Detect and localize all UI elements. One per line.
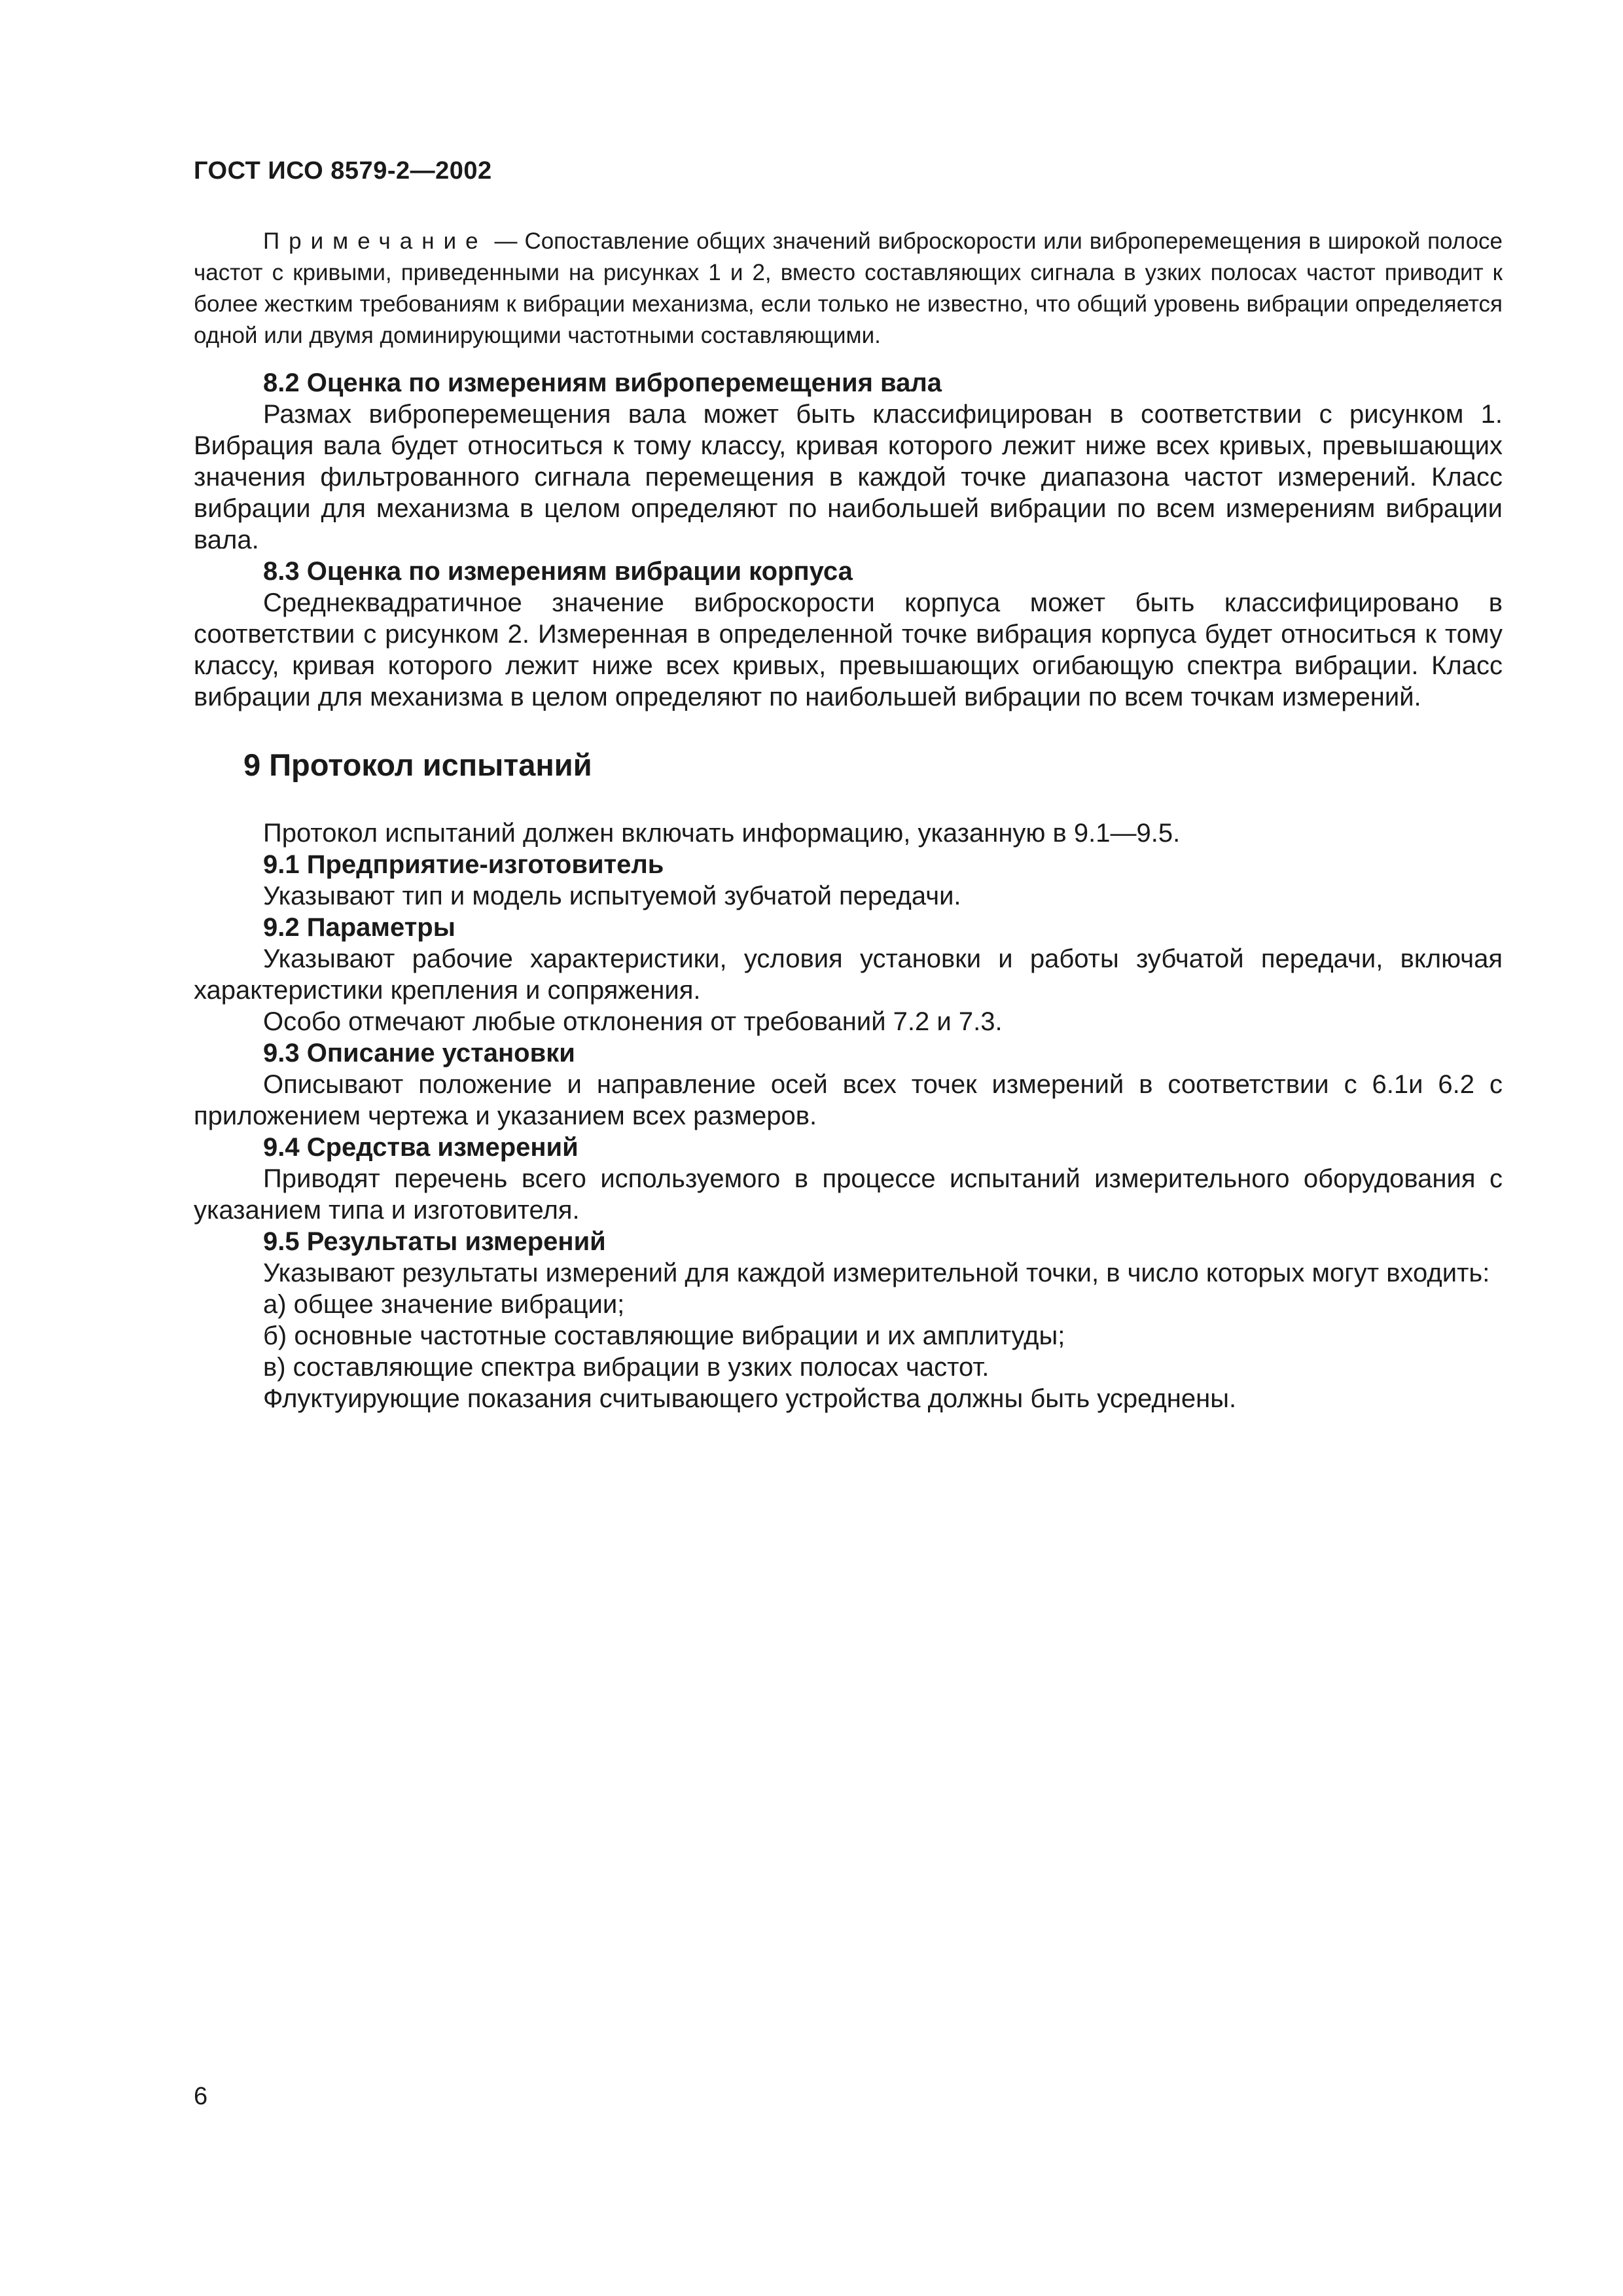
subsection-8-2-text: Размах виброперемещения вала может быть классифицирован в соответствии с рисунком 1. Вибрация вала будет относиться к тому классу, кривая которого лежит ниже всех кривых, превышающих значения фильтрованного сигнала перемещения в каждой точке диапазона частот измерений. Класс вибрации для механизма в целом определяют по наибольшей вибрации по всем измерениям вибрации вала. xyxy=(194,400,1503,554)
subsection-8-3-title: 8.3 Оценка по измерениям вибрации корпуса xyxy=(263,557,853,586)
subsection-9-2-text-2: Особо отмечают любые отклонения от требований 7.2 и 7.3. xyxy=(263,1007,1003,1036)
page-number: 6 xyxy=(194,2083,208,2110)
note-text: — Сопоставление общих значений виброскорости или виброперемещения в широкой полосе частот с кривыми, приведенными на рисунках 1 и 2, вместо составляющих сигнала в узких полосах частот приводит к более жестким требованиям к вибрации механизма, если только не известно, что общий уровень вибрации определяется одной или двумя доминирующими частотными составляющими. xyxy=(194,228,1503,348)
subsection-9-3-title: 9.3 Описание установки xyxy=(263,1039,575,1067)
document-code-header: ГОСТ ИСО 8579-2—2002 xyxy=(194,157,492,185)
section-9-title: 9 Протокол испытаний xyxy=(243,747,592,782)
subsection-8-2-title: 8.2 Оценка по измерениям виброперемещения вала xyxy=(263,368,942,397)
subsection-9-5-title: 9.5 Результаты измерений xyxy=(263,1227,606,1256)
subsection-8-3-text: Среднеквадратичное значение виброскорости корпуса может быть классифицировано в соответствии с рисунком 2. Измеренная в определенной точке вибрация корпуса будет относиться к тому классу, кривая которого лежит ниже всех кривых, превышающих огибающую спектра вибрации. Класс вибрации для механизма в целом определяют по наибольшей вибрации по всем точкам измерений. xyxy=(194,588,1503,711)
subsection-9-4-text: Приводят перечень всего используемого в процессе испытаний измерительного оборудования с указанием типа и изготовителя. xyxy=(194,1164,1503,1225)
list-item: а) общее значение вибрации; xyxy=(263,1290,625,1319)
subsection-9-4-title: 9.4 Средства измерений xyxy=(263,1133,579,1162)
subsection-9-1-title: 9.1 Предприятие-изготовитель xyxy=(263,850,664,879)
section-9-intro: Протокол испытаний должен включать информацию, указанную в 9.1—9.5. xyxy=(263,819,1181,848)
list-item: в) составляющие спектра вибрации в узких полосах частот. xyxy=(263,1353,990,1382)
subsection-9-2-title: 9.2 Параметры xyxy=(263,913,455,942)
subsection-9-3-text: Описывают положение и направление осей всех точек измерений в соответствии с 6.1и 6.2 с приложением чертежа и указанием всех размеров. xyxy=(194,1070,1503,1130)
note-paragraph xyxy=(194,226,1503,351)
subsection-9-2-text: Указывают рабочие характеристики, условия установки и работы зубчатой передачи, включая характеристики крепления и сопряжения. xyxy=(194,944,1503,1005)
subsection-9-5-closing: Флуктуирующие показания считывающего устройства должны быть усреднены. xyxy=(263,1384,1237,1413)
subsection-9-1-text: Указывают тип и модель испытуемой зубчатой передачи. xyxy=(263,882,961,910)
subsection-9-5-text: Указывают результаты измерений для каждой измерительной точки, в число которых могут входить: xyxy=(263,1259,1490,1287)
list-item: б) основные частотные составляющие вибрации и их амплитуды; xyxy=(263,1321,1065,1350)
page-content xyxy=(194,226,1503,1414)
note-label: Примечание xyxy=(263,228,488,254)
